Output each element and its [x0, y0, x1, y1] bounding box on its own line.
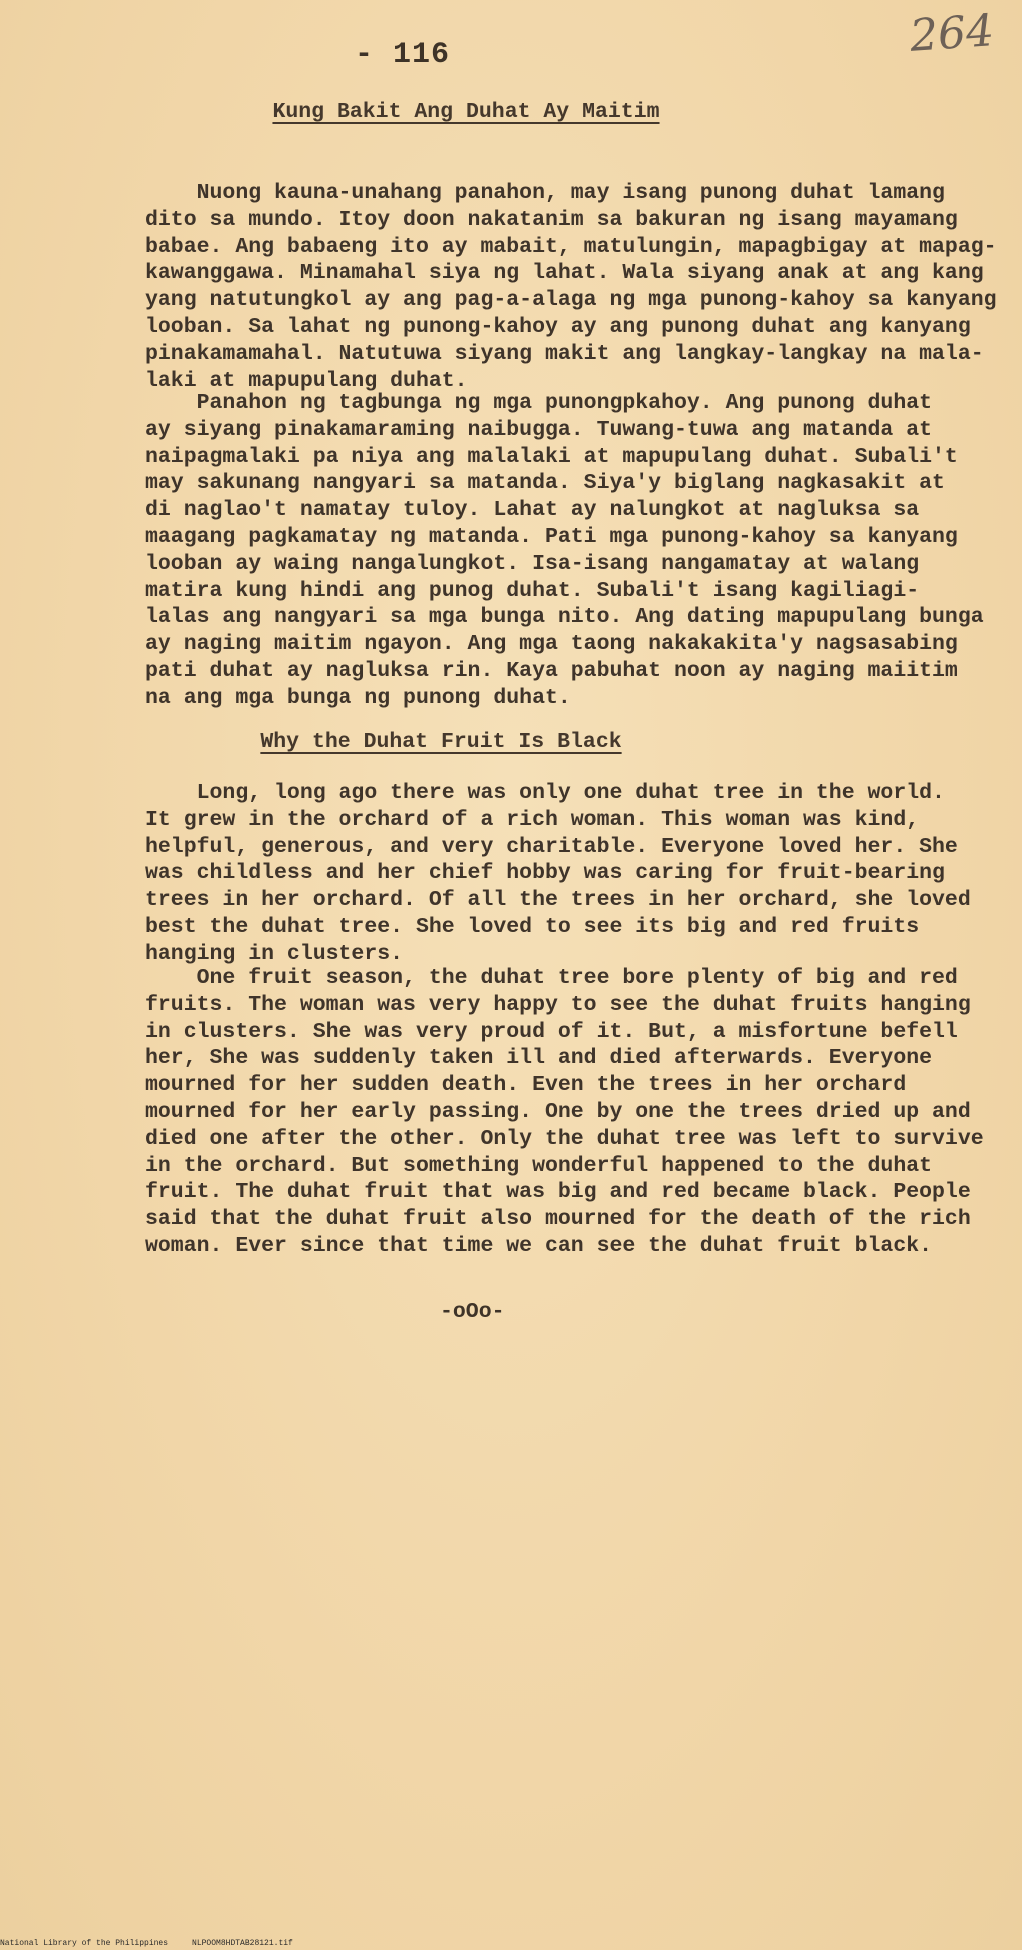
tagalog-title: Kung Bakit Ang Duhat Ay Maitim [272, 100, 660, 124]
end-separator: -oOo- [440, 1300, 505, 1324]
tagalog-paragraph-1: Nuong kauna-unahang panahon, may isang punong duhat lamang dito sa mundo. Itoy doon nakatanim sa bakuran ng isang mayamang babae. Ang babaeng ito ay mabait, matulungin, mapagbigay at mapag- kawanggawa. Minamahal siya ng lahat. Wala siyang anak at ang kang yang natutungkol ay ang pag-a-alaga ng mga punong-kahoy sa kanyang looban. Sa lahat ng punong-kahoy ay ang punong duhat ang kanyang pinakamamahal. Natutuwa siyang makit ang langkay-langkay na mala- laki at mapupulang duhat. [145, 181, 997, 393]
english-paragraph-2: One fruit season, the duhat tree bore plenty of big and red fruits. The woman was very happy to see the duhat fruits hanging in clusters. She was very proud of it. But, a misfortune befell her, She was suddenly taken ill and died afterwards. Everyone mourned for her sudden death. Even the trees in her orchard mourned for her early passing. One by one the trees dried up and died one after the other. Only the duhat tree was left to survive in the orchard. But something wonderful happened to the duhat fruit. The duhat fruit that was big and red became black. People said that the duhat fruit also mourned for the death of the rich woman. Ever since that time we can see the duhat fruit black. [145, 966, 984, 1258]
english-paragraph-1: Long, long ago there was only one duhat tree in the world. It grew in the orchard of a rich woman. This woman was kind, helpful, generous, and very charitable. Everyone loved her. She was childless and her chief hobby was caring for fruit-bearing trees in her orchard. Of all the trees in her orchard, she loved best the duhat tree. She loved to see its big and red fruits hanging in clusters. [145, 781, 971, 966]
tagalog-paragraph-2: Panahon ng tagbunga ng mga punongpkahoy. Ang punong duhat ay siyang pinakamaraming naibugga. Tuwang-tuwa ang matanda at naipagmalaki pa niya ang malalaki at mapupulang duhat. Subali't may sakunang nangyari sa matanda. Siya'y biglang nagkasakit at di naglao't namatay tuloy. Lahat ay nalungkot at nagluksa sa maagang pagkamatay ng matanda. Pati mga punong-kahoy sa kanyang looban ay waing nangalungkot. Isa-isang nangamatay at walang matira kung hindi ang punog duhat. Subali't isang kagiliagi- lalas ang nangyari sa mga bunga nito. Ang dating mapupulang bunga ay naging maitim ngayon. Ang mga taong nakakakita'y nagsasabing pati duhat ay nagluksa rin. Kaya pabuhat noon ay naging maiitim na ang mga bunga ng punong duhat. [145, 391, 984, 710]
library-name: National Library of the Philippines [0, 1939, 169, 1948]
scan-filename: NLPOOM8HDTAB28121.tif [192, 1939, 293, 1948]
scan-footer [0, 1939, 293, 1948]
english-title: Why the Duhat Fruit Is Black [260, 730, 622, 754]
page-number: - 116 [355, 38, 451, 72]
handwritten-folio-number: 264 [908, 5, 996, 62]
